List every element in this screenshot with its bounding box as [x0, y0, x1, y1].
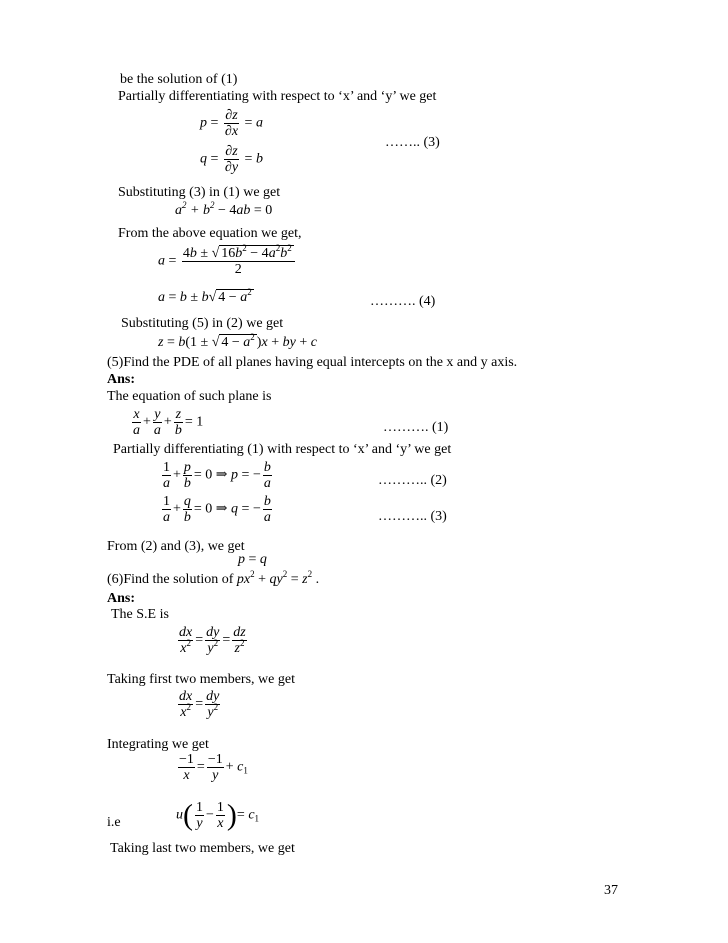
text-line: Integrating we get — [107, 737, 209, 752]
equation: $a^2 + b^2 - 4ab = 0$ — [175, 200, 273, 218]
equation-p-derivative: $\frac{1}{a}$ + $\frac{p}{b}$ = 0 ⇒ p = − $\frac{b}{a}$ — [163, 460, 271, 491]
text-line: Partially differentiating (1) with respect to ‘x’ and ‘y’ we get — [113, 442, 452, 457]
equation-se: $\frac{dx}{x^2}$ = $\frac{dy}{y^2}$ = $\frac{dz}{z^2}$ — [179, 625, 246, 656]
equation-ie: u( $\frac{1}{y}$ − $\frac{1}{x}$ )= $c_1$ — [176, 798, 260, 832]
equation-z: z = b(1 ± √ $4 - a^2$ )x + by + c — [158, 332, 317, 350]
answer-label: Ans: — [107, 591, 136, 606]
equation-reference: ……….. (2) — [378, 473, 447, 488]
equation-reference: …….. (3) — [385, 135, 440, 150]
text-line: Taking last two members, we get — [110, 841, 295, 856]
text-line: The S.E is — [111, 607, 169, 622]
text-line: From (2) and (3), we get — [107, 539, 245, 554]
equation-result: p = q — [238, 552, 267, 567]
question-heading: (6)Find the solution of $px^2 + qy^2 = z^2$ . — [107, 569, 320, 587]
equation-q: q = $\frac{\partial z}{\partial y}$ = b — [200, 144, 263, 175]
page-number: 37 — [604, 883, 618, 898]
equation-plane: $\frac{x}{a}$ + $\frac{y}{a}$ + $\frac{z}{b}$ = 1 — [133, 407, 204, 438]
text-line: The equation of such plane is — [107, 389, 272, 404]
equation-reference: ………. (1) — [383, 420, 449, 435]
answer-label: Ans: — [107, 372, 136, 387]
equation-p: p = $\frac{\partial z}{\partial x}$ = a — [200, 108, 263, 139]
equation-reference: ……….. (3) — [378, 509, 447, 524]
question-text: (6)Find the solution of — [107, 572, 234, 587]
equation-first-two: $\frac{dx}{x^2}$ = $\frac{dy}{y^2}$ — [179, 689, 220, 720]
equation-integrated: $\frac{-1}{x}$ = $\frac{-1}{y}$ + $c_1$ — [179, 752, 248, 783]
question-heading: (5)Find the PDE of all planes having equal intercepts on the x and y axis. — [107, 355, 518, 370]
equation-a-simplified: a = b ± b√ $4 - a^2$ — [158, 287, 252, 305]
text-line: i.e — [107, 815, 121, 830]
text-line: be the solution of (1) — [120, 72, 238, 87]
equation-a: a = $\frac{4b \pm √ 16b^2 - 4a^2b^2}{2}$ — [158, 246, 297, 277]
equation-q-derivative: $\frac{1}{a}$ + $\frac{q}{b}$ = 0 ⇒ q = − $\frac{b}{a}$ — [163, 494, 271, 525]
text-line: Substituting (5) in (2) we get — [121, 316, 284, 331]
text-line: Substituting (3) in (1) we get — [118, 185, 281, 200]
equation-reference: ………. (4) — [370, 294, 436, 309]
text-line: Taking first two members, we get — [107, 672, 295, 687]
text-line: From the above equation we get, — [118, 226, 302, 241]
text-line: Partially differentiating with respect to ‘x’ and ‘y’ we get — [118, 89, 437, 104]
